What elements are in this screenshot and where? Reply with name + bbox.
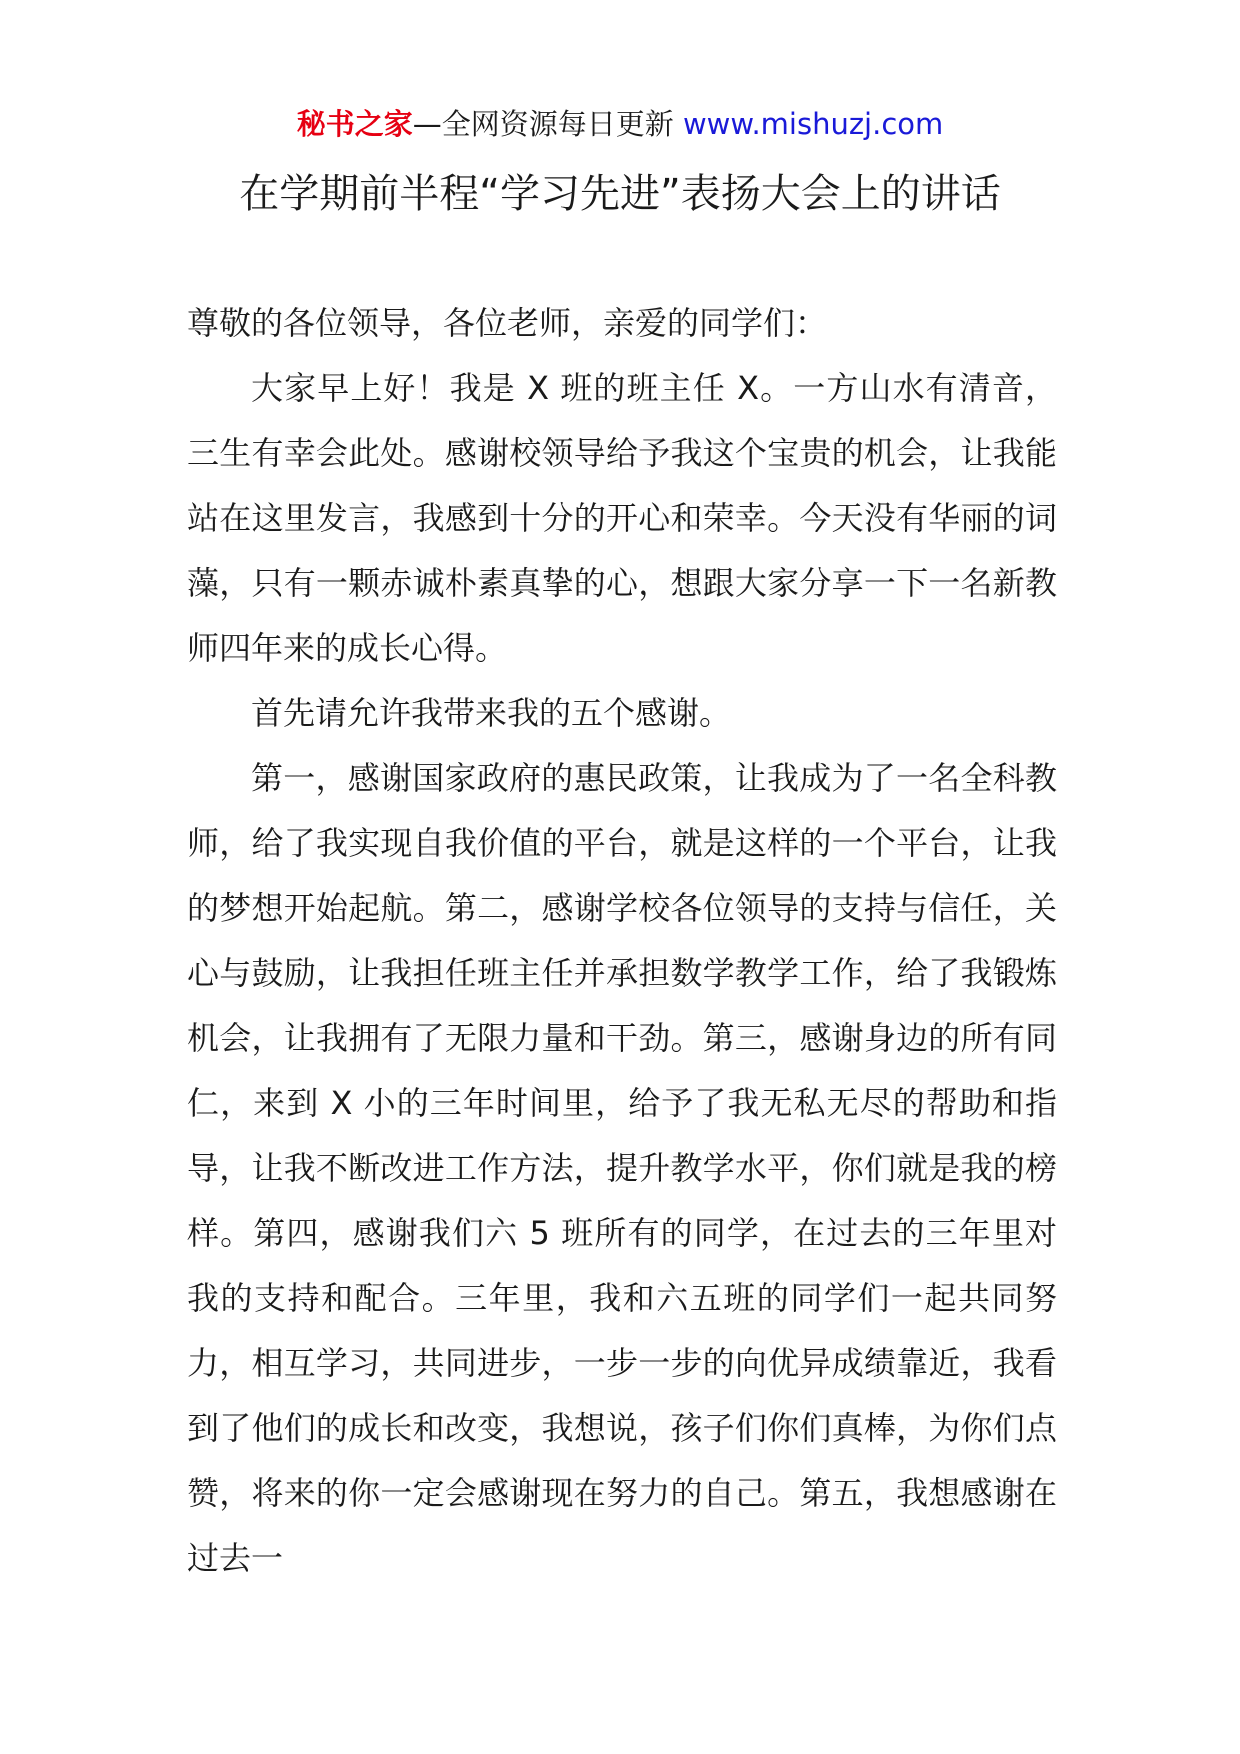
paragraph-intro-thanks: 首先请允许我带来我的五个感谢。 bbox=[251, 694, 732, 732]
site-header bbox=[0, 104, 1240, 144]
speech-body bbox=[187, 291, 1057, 1591]
salutation: 尊敬的各位领导，各位老师，亲爱的同学们： bbox=[187, 304, 828, 342]
document-title: 在学期前半程“学习先进”表扬大会上的讲话 bbox=[239, 171, 1001, 217]
brand-name: 秘书之家 bbox=[296, 107, 413, 141]
header-tagline: —全网资源每日更新 bbox=[412, 107, 683, 141]
paragraph-five-thanks: 第一，感谢国家政府的惠民政策，让我成为了一名全科教师，给了我实现自我价值的平台，就是这样的一个平台，让我的梦想开始起航。第二，感谢学校各位领导的支持与信任，关心与鼓励，让我担任班主任并承担数学教学工作，给了我锻炼机会，让我拥有了无限力量和干劲。第三，感谢身边的所有同仁，来到 X 小的三年时间里，给予了我无私无尽的帮助和指导，让我不断改进工作方法，提升教学水平，你们就是我的榜样。第四，感谢我们六 5 班所有的同学，在过去的三年里对我的支持和配合。三年里，我和六五班的同学们一起共同努力，相互学习，共同进步，一步一步的向优异成绩靠近，我看到了他们的成长和改变，我想说，孩子们你们真棒，为你们点赞，将来的你一定会感谢现在努力的自己。第五，我想感谢在过去一 bbox=[187, 759, 1057, 1577]
paragraph-greeting: 大家早上好！我是 X 班的班主任 X。一方山水有清音，三生有幸会此处。感谢校领导给予我这个宝贵的机会，让我能站在这里发言，我感到十分的开心和荣幸。今天没有华丽的词藻，只有一颗赤诚朴素真挚的心，想跟大家分享一下一名新教师四年来的成长心得。 bbox=[187, 369, 1057, 667]
site-url-link[interactable]: www.mishuzj.com bbox=[682, 107, 944, 141]
